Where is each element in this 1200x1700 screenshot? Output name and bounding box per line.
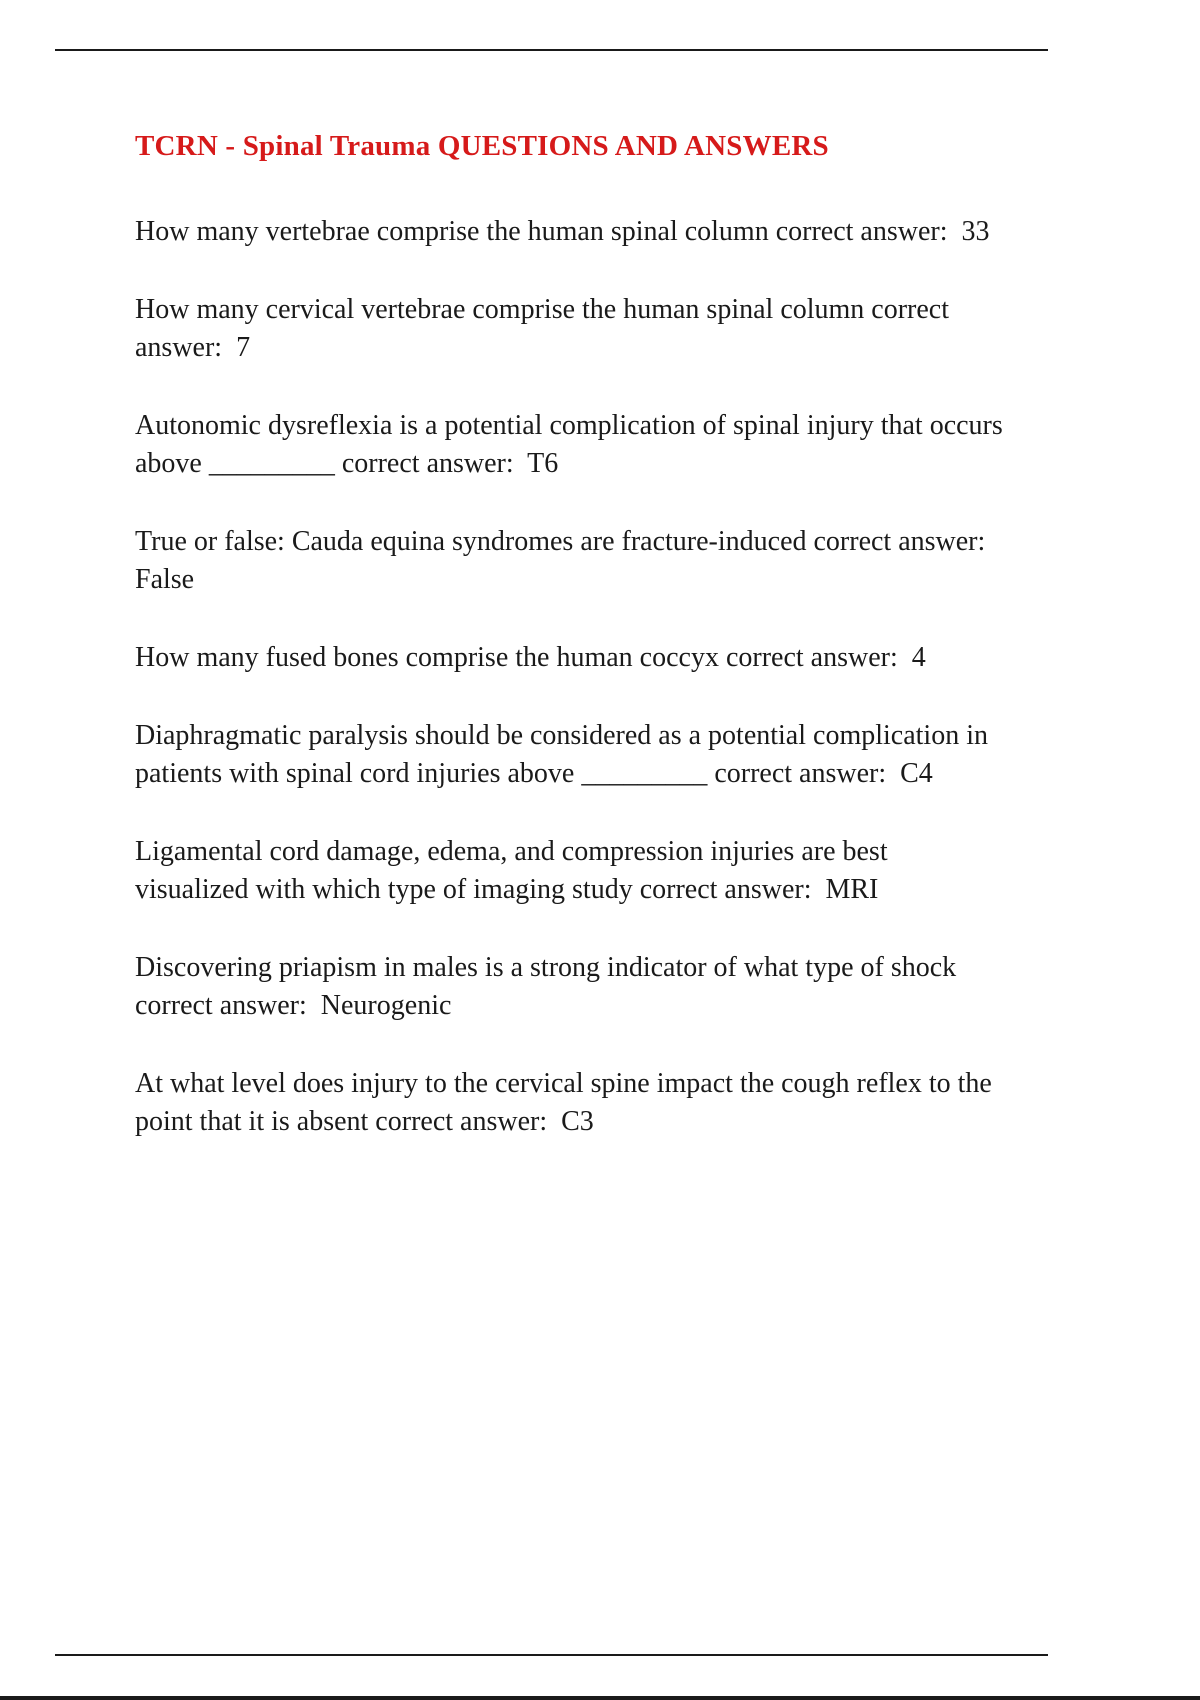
qa-paragraph: Discovering priapism in males is a strong indicator of what type of shock correct answer: Neurogenic	[135, 952, 964, 1021]
qa-paragraph: At what level does injury to the cervical spine impact the cough reflex to the point that it is absent correct answer: C3	[135, 1068, 999, 1137]
qa-paragraph: True or false: Cauda equina syndromes are fracture-induced correct answer: False	[135, 526, 1000, 595]
qa-paragraph: How many cervical vertebrae comprise the human spinal column correct answer: 7	[135, 294, 957, 363]
page-bottom-edge	[0, 1696, 1200, 1700]
document-content	[135, 130, 1010, 1181]
top-rule	[55, 49, 1048, 51]
page-title: TCRN - Spinal Trauma QUESTIONS AND ANSWERS	[135, 130, 829, 162]
qa-paragraph: How many vertebrae comprise the human spinal column correct answer: 33	[135, 216, 990, 247]
qa-paragraph: How many fused bones comprise the human coccyx correct answer: 4	[135, 642, 926, 673]
qa-paragraph: Autonomic dysreflexia is a potential complication of spinal injury that occurs above _________ correct answer: T6	[135, 410, 1010, 479]
qa-paragraph: Ligamental cord damage, edema, and compression injuries are best visualized with which type of imaging study correct answer: MRI	[135, 836, 895, 905]
qa-paragraph: Diaphragmatic paralysis should be considered as a potential complication in patients with spinal cord injuries above _________ correct answer: C4	[135, 720, 995, 789]
bottom-rule	[55, 1654, 1048, 1656]
